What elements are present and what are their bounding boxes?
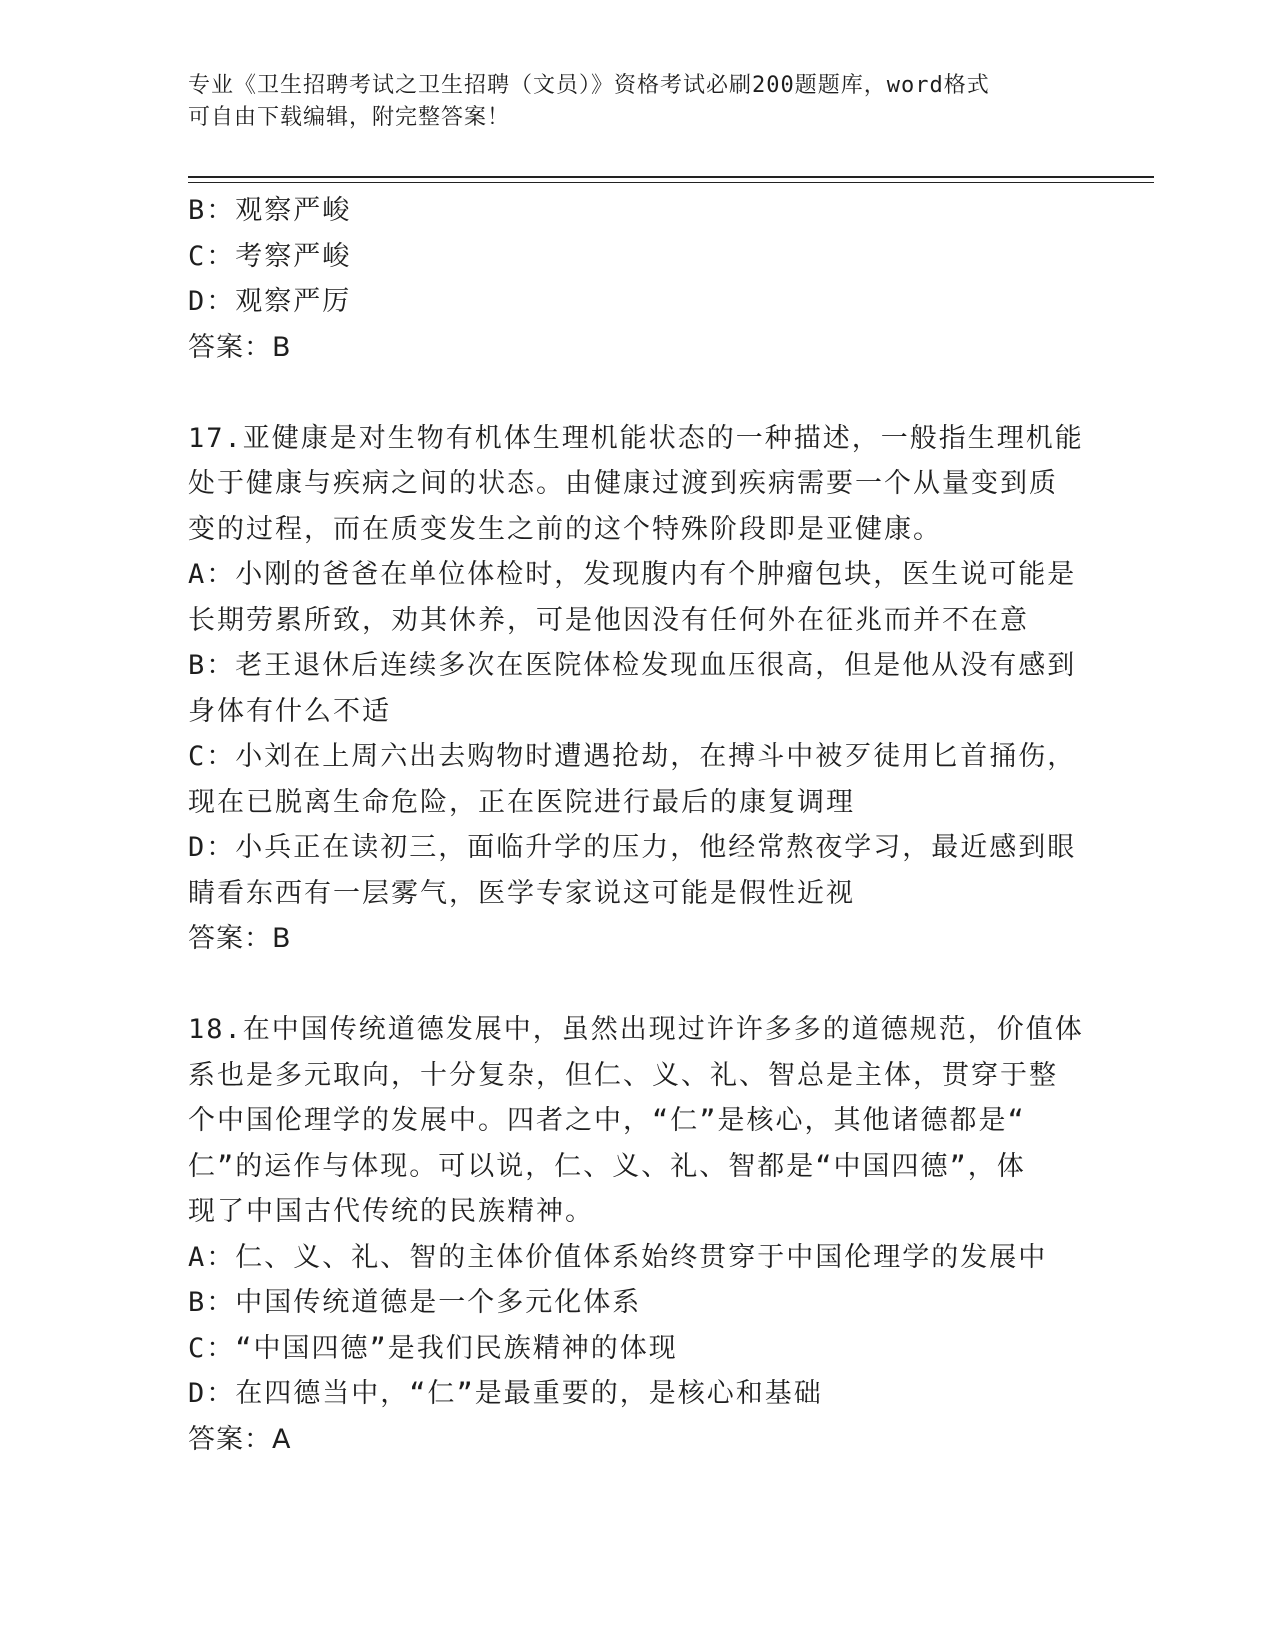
option-a-cont: 长期劳累所致，劝其休养，可是他因没有任何外在征兆而并不在意	[188, 604, 1029, 636]
question-stem-line: 仁”的运作与体现。可以说，仁、义、礼、智都是“中国四德”，体	[188, 1150, 1026, 1182]
document-header	[188, 70, 1068, 134]
question-stem-line: 变的过程，而在质变发生之前的这个特殊阶段即是亚健康。	[188, 513, 942, 545]
option-a: A：小刚的爸爸在单位体检时，发现腹内有个肿瘤包块，医生说可能是	[188, 559, 1077, 590]
option-c: C：“中国四德”是我们民族精神的体现	[188, 1332, 678, 1364]
question-stem-line: 处于健康与疾病之间的状态。由健康过渡到疾病需要一个从量变到质	[188, 468, 1058, 499]
option-b-cont: 身体有什么不适	[188, 695, 391, 727]
option-b: B：中国传统道德是一个多元化体系	[188, 1287, 642, 1318]
question-17	[188, 416, 1088, 962]
question-16	[188, 188, 1088, 370]
document-body	[188, 188, 1088, 1462]
question-18	[188, 1007, 1088, 1462]
option-c: C：考察严峻	[188, 240, 352, 272]
header-rule-thick	[188, 176, 1154, 178]
option-b: B：老王退休后连续多次在医院体检发现血压很高，但是他从没有感到	[188, 650, 1077, 681]
option-d-cont: 睛看东西有一层雾气，医学专家说这可能是假性近视	[188, 877, 855, 909]
option-d: D：在四德当中，“仁”是最重要的，是核心和基础	[188, 1378, 823, 1409]
answer: 答案：B	[188, 331, 292, 363]
header-rule-thin	[188, 182, 1154, 183]
option-a: A：仁、义、礼、智的主体价值体系始终贯穿于中国伦理学的发展中	[188, 1241, 1048, 1273]
header-title-line2: 可自由下载编辑，附完整答案！	[188, 105, 511, 130]
option-d: D：观察严厉	[188, 286, 352, 317]
question-stem-line: 现了中国古代传统的民族精神。	[188, 1196, 594, 1227]
option-c: C：小刘在上周六出去购物时遭遇抢劫，在搏斗中被歹徒用匕首捅伤，	[188, 741, 1077, 772]
question-stem-line: 18.在中国传统道德发展中，虽然出现过许许多多的道德规范，价值体	[188, 1014, 1084, 1045]
header-title-line1: 专业《卫生招聘考试之卫生招聘（文员）》资格考试必刷200题题库，word格式	[188, 73, 990, 98]
answer: 答案：A	[188, 1423, 292, 1455]
answer: 答案：B	[188, 923, 292, 954]
option-b: B：观察严峻	[188, 195, 352, 226]
question-stem-line: 17.亚健康是对生物有机体生理机能状态的一种描述，一般指生理机能	[188, 422, 1084, 454]
question-stem-line: 个中国伦理学的发展中。四者之中，“仁”是核心，其他诸德都是“	[188, 1105, 1026, 1136]
question-stem-line: 系也是多元取向，十分复杂，但仁、义、礼、智总是主体，贯穿于整	[188, 1059, 1058, 1091]
option-c-cont: 现在已脱离生命危险，正在医院进行最后的康复调理	[188, 786, 855, 818]
option-d: D：小兵正在读初三，面临升学的压力，他经常熬夜学习，最近感到眼	[188, 832, 1077, 863]
